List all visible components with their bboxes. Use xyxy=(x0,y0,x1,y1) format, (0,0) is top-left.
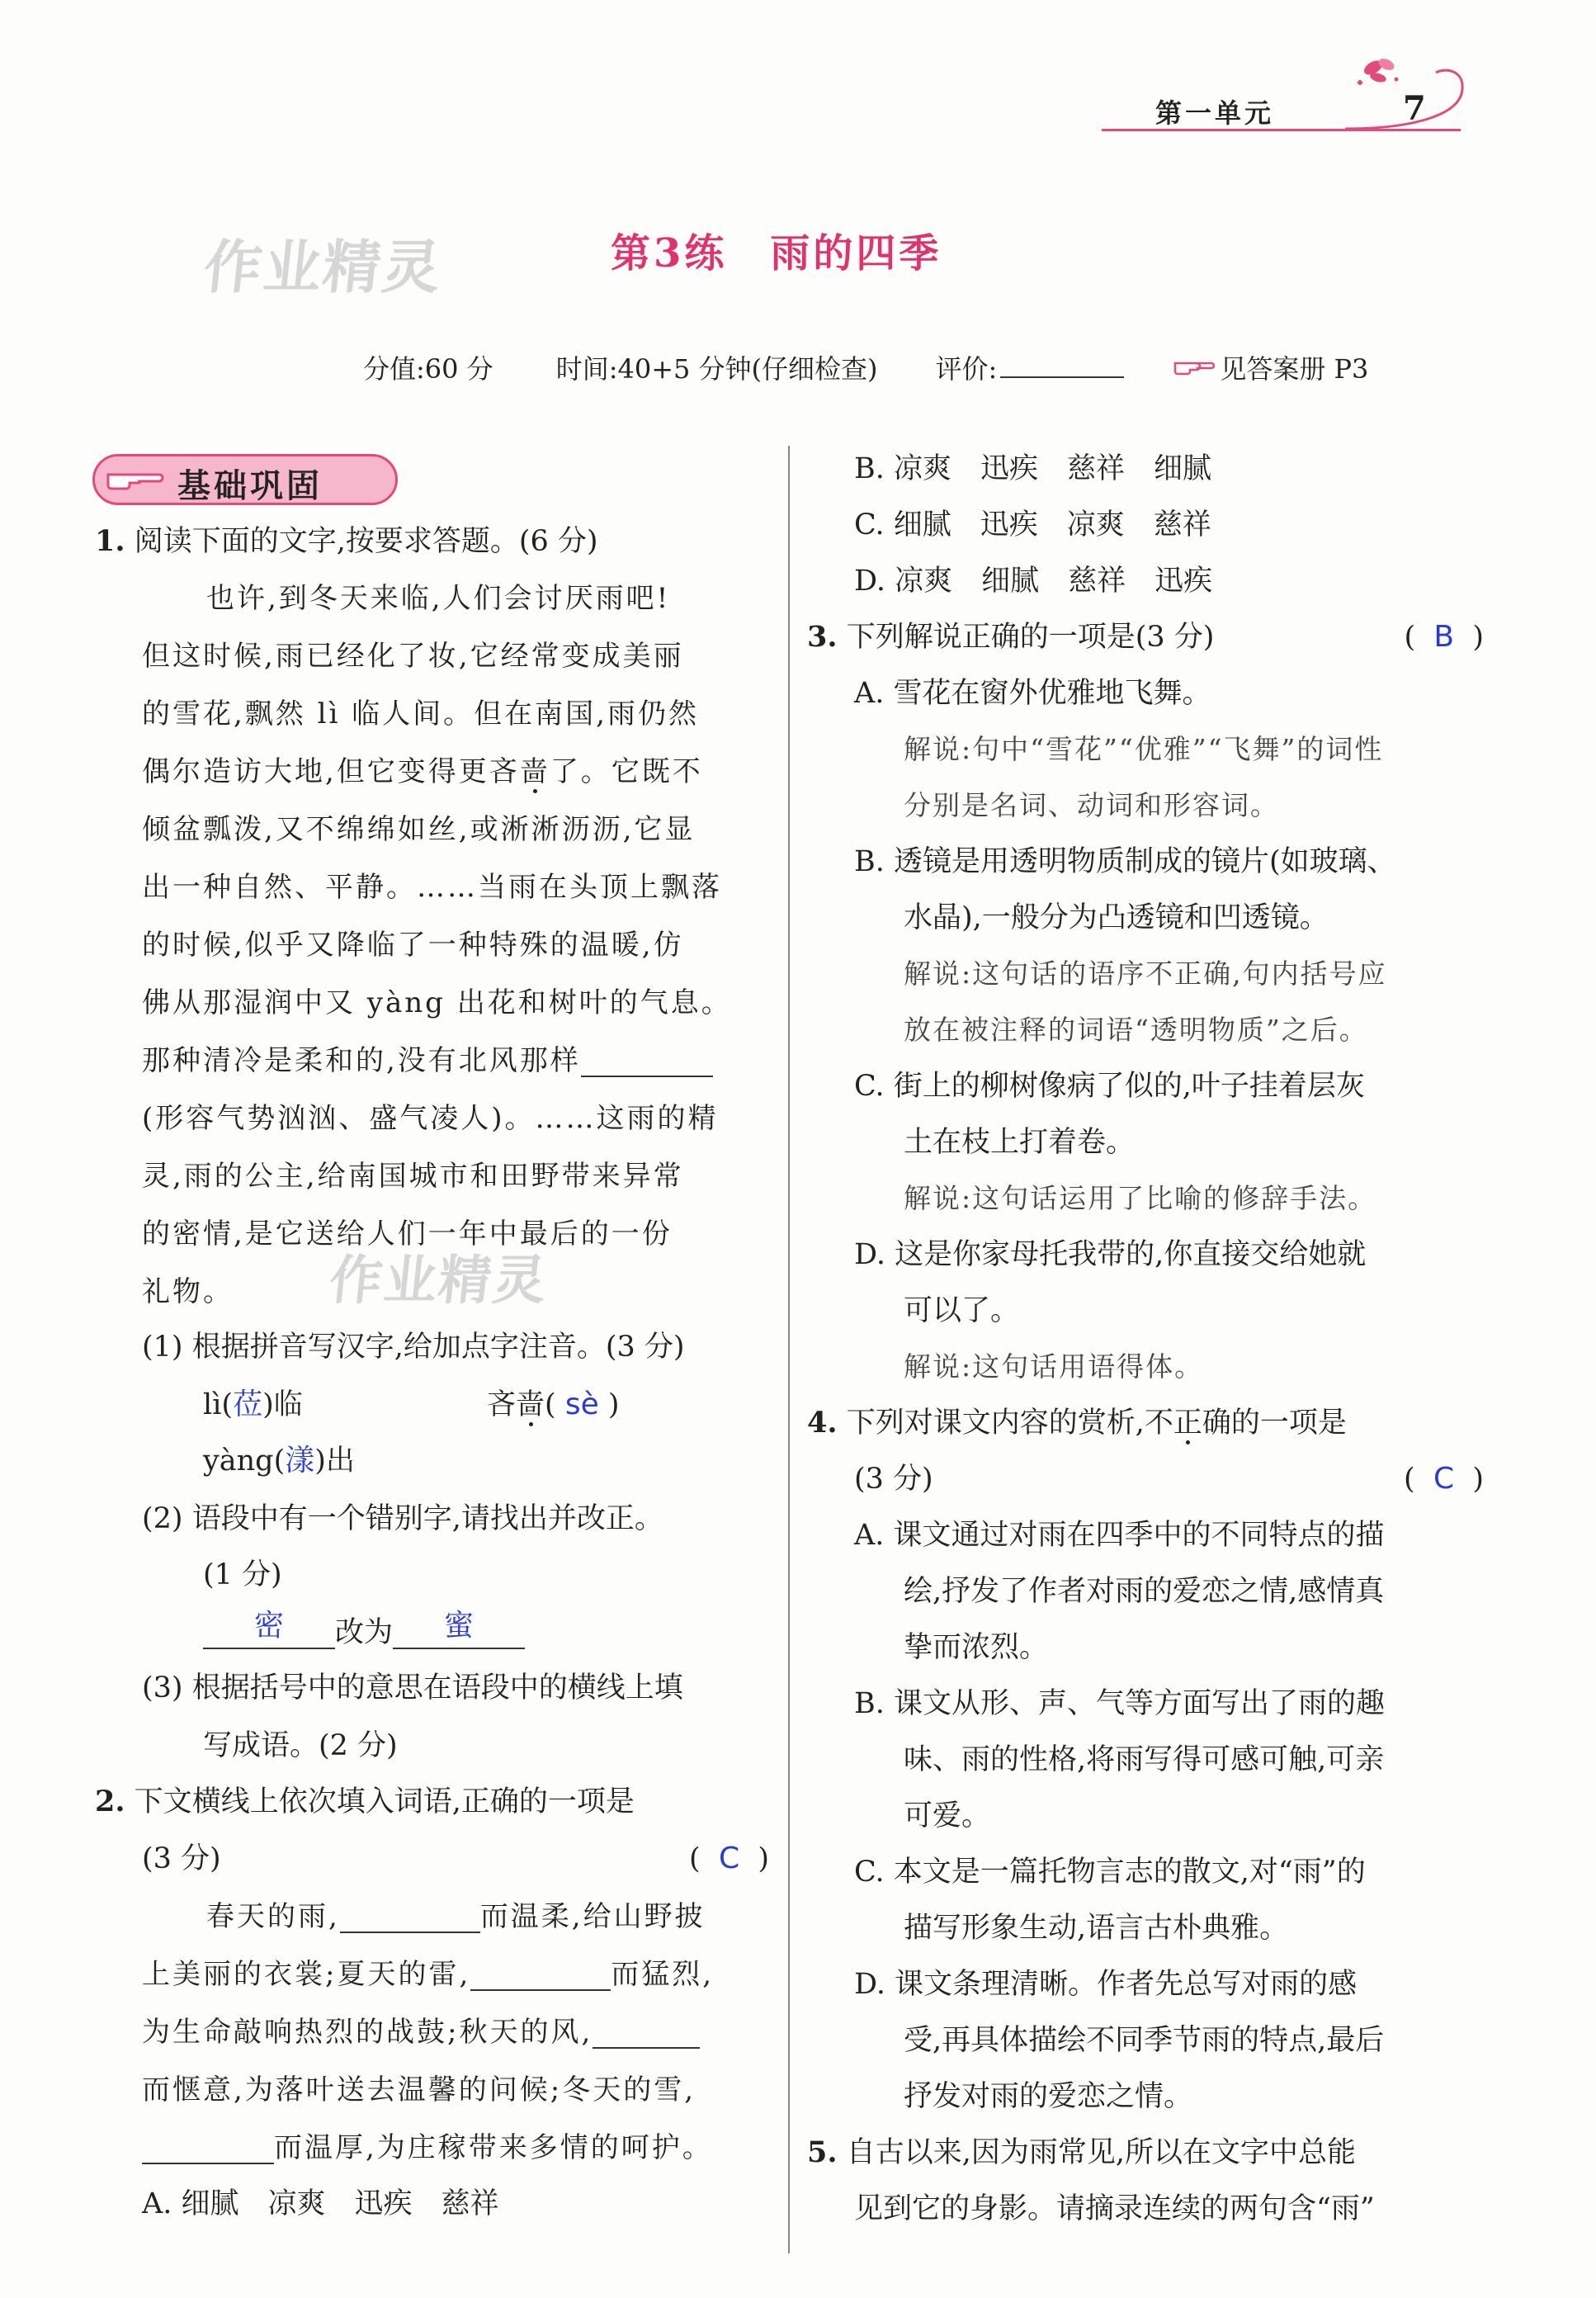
q3-option-a: A. 雪花在窗外优雅地飞舞。 xyxy=(854,677,1211,710)
passage-line: 灵,雨的公主,给南国城市和田野带来异常 xyxy=(142,1160,684,1193)
unit-label: 第一单元 xyxy=(1155,97,1275,129)
q4-option-d-cont: 受,再具体描绘不同季节雨的特点,最后 xyxy=(904,2024,1385,2057)
option-c: C. 细腻 迅疾 凉爽 慈祥 xyxy=(854,508,1211,541)
correction-answer: 密 改为 蜜 xyxy=(203,1616,525,1649)
passage-line: 而惬意,为落叶送去温馨的问候;冬天的雪, xyxy=(142,2073,696,2106)
answer-text: 密 xyxy=(253,1609,284,1643)
page-number: 7 xyxy=(1403,89,1426,128)
pinyin-answer-yang: yàng(漾)出 xyxy=(203,1444,355,1478)
passage-line: 也许,到冬天来临,人们会讨厌雨吧! xyxy=(206,582,671,615)
q4-option-c: C. 本文是一篇托物言志的散文,对“雨”的 xyxy=(854,1856,1366,1889)
q4-option-b-cont: 味、雨的性格,将雨写得可感可触,可亲 xyxy=(904,1743,1385,1776)
rating-blank[interactable] xyxy=(1000,352,1124,378)
passage-line: 出一种自然、平静。……当雨在头顶上飘落 xyxy=(142,871,722,904)
answer-text: B xyxy=(1433,620,1455,654)
passage-line: 为生命敲响热烈的战鼓;秋天的风, xyxy=(142,2016,700,2049)
sub-question-3: (3) 根据括号中的意思在语段中的横线上填 xyxy=(142,1671,683,1705)
answer-bracket: ( B ) xyxy=(1404,620,1484,654)
q4-option-a-cont: 绘,抒发了作者对雨的爱恋之情,感情真 xyxy=(904,1575,1385,1608)
fill-blank[interactable] xyxy=(142,2135,274,2164)
q4-option-b: B. 课文从形、声、气等方面写出了雨的趣 xyxy=(854,1687,1385,1720)
fill-blank[interactable] xyxy=(593,2019,700,2049)
section-title: 基础巩固 xyxy=(177,467,323,505)
section-banner xyxy=(92,454,398,505)
q3-explanation: 解说:这句话用语得体。 xyxy=(904,1350,1204,1383)
info-bar xyxy=(363,348,1368,386)
answer-text: C xyxy=(1433,1462,1455,1496)
q3-option-d-cont: 可以了。 xyxy=(904,1294,1020,1327)
q3-option-b: B. 透镜是用透明物质制成的镜片(如玻璃、 xyxy=(854,845,1396,878)
passage-line: 上美丽的衣裳;夏天的雷, 而猛烈, xyxy=(142,1958,715,1991)
fill-blank[interactable] xyxy=(340,1903,480,1933)
q3-explanation: 解说:这句话的语序不正确,句内括号应 xyxy=(904,958,1387,990)
passage-line: 倾盆瓢泼,又不绵绵如丝,或淅淅沥沥,它显 xyxy=(142,813,696,846)
q3-explanation: 分别是名词、动词和形容词。 xyxy=(904,789,1279,821)
passage-line: 春天的雨, 而温柔,给山野披 xyxy=(206,1900,706,1933)
column-divider xyxy=(788,446,790,2253)
score-value: 分值:60 分 xyxy=(363,353,493,385)
answer-text: 漾 xyxy=(285,1444,315,1478)
page-title: 第3练 雨的四季 xyxy=(611,230,942,277)
passage-line: 礼物。 xyxy=(142,1275,234,1308)
time-limit: 时间:40+5 分钟(仔细检查) xyxy=(555,353,878,385)
question-4-stem: 4. 下列对课文内容的赏析,不正确的一项是 xyxy=(807,1406,1347,1440)
fill-blank[interactable] xyxy=(470,1961,611,1991)
answer-bracket: ( C ) xyxy=(1404,1462,1484,1496)
rating-label: 评价: xyxy=(935,353,998,385)
answer-text: 蜜 xyxy=(444,1609,475,1643)
q3-option-b-cont: 水晶),一般分为凸透镜和凹透镜。 xyxy=(904,901,1329,934)
pointing-hand-icon xyxy=(106,466,164,496)
sub-question-2: (2) 语段中有一个错别字,请找出并改正。 xyxy=(142,1502,663,1535)
option-d: D. 凉爽 细腻 慈祥 迅疾 xyxy=(854,565,1213,598)
option-a: A. 细腻 凉爽 迅疾 慈祥 xyxy=(142,2187,499,2220)
q4-option-a-cont: 挚而浓烈。 xyxy=(904,1631,1049,1664)
q3-explanation: 放在被注释的词语“透明物质”之后。 xyxy=(904,1014,1368,1046)
passage-line: 的密情,是它送给人们一年中最后的一份 xyxy=(142,1218,673,1251)
question-2-score-row: (3 分) ( C ) xyxy=(142,1842,769,1875)
watermark: 作业精灵 xyxy=(201,234,446,301)
watermark: 作业精灵 xyxy=(326,1251,551,1312)
question-2-stem: 2. 下文横线上依次填入词语,正确的一项是 xyxy=(95,1785,635,1818)
passage-line: 的时候,似乎又降临了一种特殊的温暖,仿 xyxy=(142,929,684,962)
q4-option-b-cont: 可爱。 xyxy=(904,1799,991,1832)
idiom-blank[interactable] xyxy=(581,1047,713,1077)
passage-line: 那种清冷是柔和的,没有北风那样 xyxy=(142,1044,713,1077)
q3-option-c: C. 街上的柳树像病了似的,叶子挂着层灰 xyxy=(854,1070,1365,1103)
question-5-stem: 5. 自古以来,因为雨常见,所以在文字中总能 xyxy=(807,2135,1356,2169)
answer-reference: 见答案册 P3 xyxy=(1220,353,1369,385)
option-b: B. 凉爽 迅疾 慈祥 细腻 xyxy=(854,452,1211,485)
passage-line: (形容气势汹汹、盛气凌人)。……这雨的精 xyxy=(142,1102,719,1135)
sub-question-3-cont: 写成语。(2 分) xyxy=(203,1729,398,1762)
q3-option-c-cont: 土在枝上打着卷。 xyxy=(904,1126,1136,1159)
passage-line: 偶尔造访大地,但它变得更吝啬了。它既不 xyxy=(142,755,703,788)
question-4-score-row: (3 分) ( C ) xyxy=(854,1462,1484,1496)
q3-explanation: 解说:句中“雪花”“优雅”“飞舞”的词性 xyxy=(904,733,1384,765)
passage-line: 的雪花,飘然 lì 临人间。但在南国,雨仍然 xyxy=(142,697,699,731)
answer-bracket: ( C ) xyxy=(689,1842,769,1875)
passage-line: 但这时候,雨已经化了妆,它经常变成美丽 xyxy=(142,640,684,673)
sub-question-2-score: (1 分) xyxy=(203,1558,282,1591)
sub-question-1: (1) 根据拼音写汉字,给加点字注音。(3 分) xyxy=(142,1331,685,1364)
q4-option-c-cont: 描写形象生动,语言古朴典雅。 xyxy=(904,1912,1289,1945)
pinyin-answer-li: lì(莅)临 xyxy=(203,1388,303,1421)
question-5-cont: 见到它的身影。请摘录连续的两句含“雨” xyxy=(854,2192,1375,2225)
answer-text: sè xyxy=(564,1388,599,1421)
q3-explanation: 解说:这句话运用了比喻的修辞手法。 xyxy=(904,1182,1377,1214)
pinyin-answer-se: 吝啬( sè ) xyxy=(487,1388,620,1421)
question-number: 1. xyxy=(95,524,125,558)
question-1-stem: 1. 阅读下面的文字,按要求答题。(6 分) xyxy=(95,524,598,558)
passage-line: 佛从那湿润中又 yàng 出花和树叶的气息。 xyxy=(142,986,732,1019)
answer-text: 莅 xyxy=(233,1388,263,1421)
question-3-stem: 3. 下列解说正确的一项是(3 分) ( B ) xyxy=(807,620,1484,654)
answer-text: C xyxy=(718,1842,740,1875)
q3-option-d: D. 这是你家母托我带的,你直接交给她就 xyxy=(854,1238,1367,1271)
q4-option-a: A. 课文通过对雨在四季中的不同特点的描 xyxy=(854,1519,1385,1552)
pointing-hand-icon xyxy=(1173,357,1215,378)
q4-option-d: D. 课文条理清晰。作者先总写对雨的感 xyxy=(854,1968,1358,2001)
header-rule xyxy=(1102,129,1461,131)
passage-line: 而温厚,为庄稼带来多情的呵护。 xyxy=(142,2131,713,2164)
q4-option-d-cont: 抒发对雨的爱恋之情。 xyxy=(904,2080,1193,2113)
